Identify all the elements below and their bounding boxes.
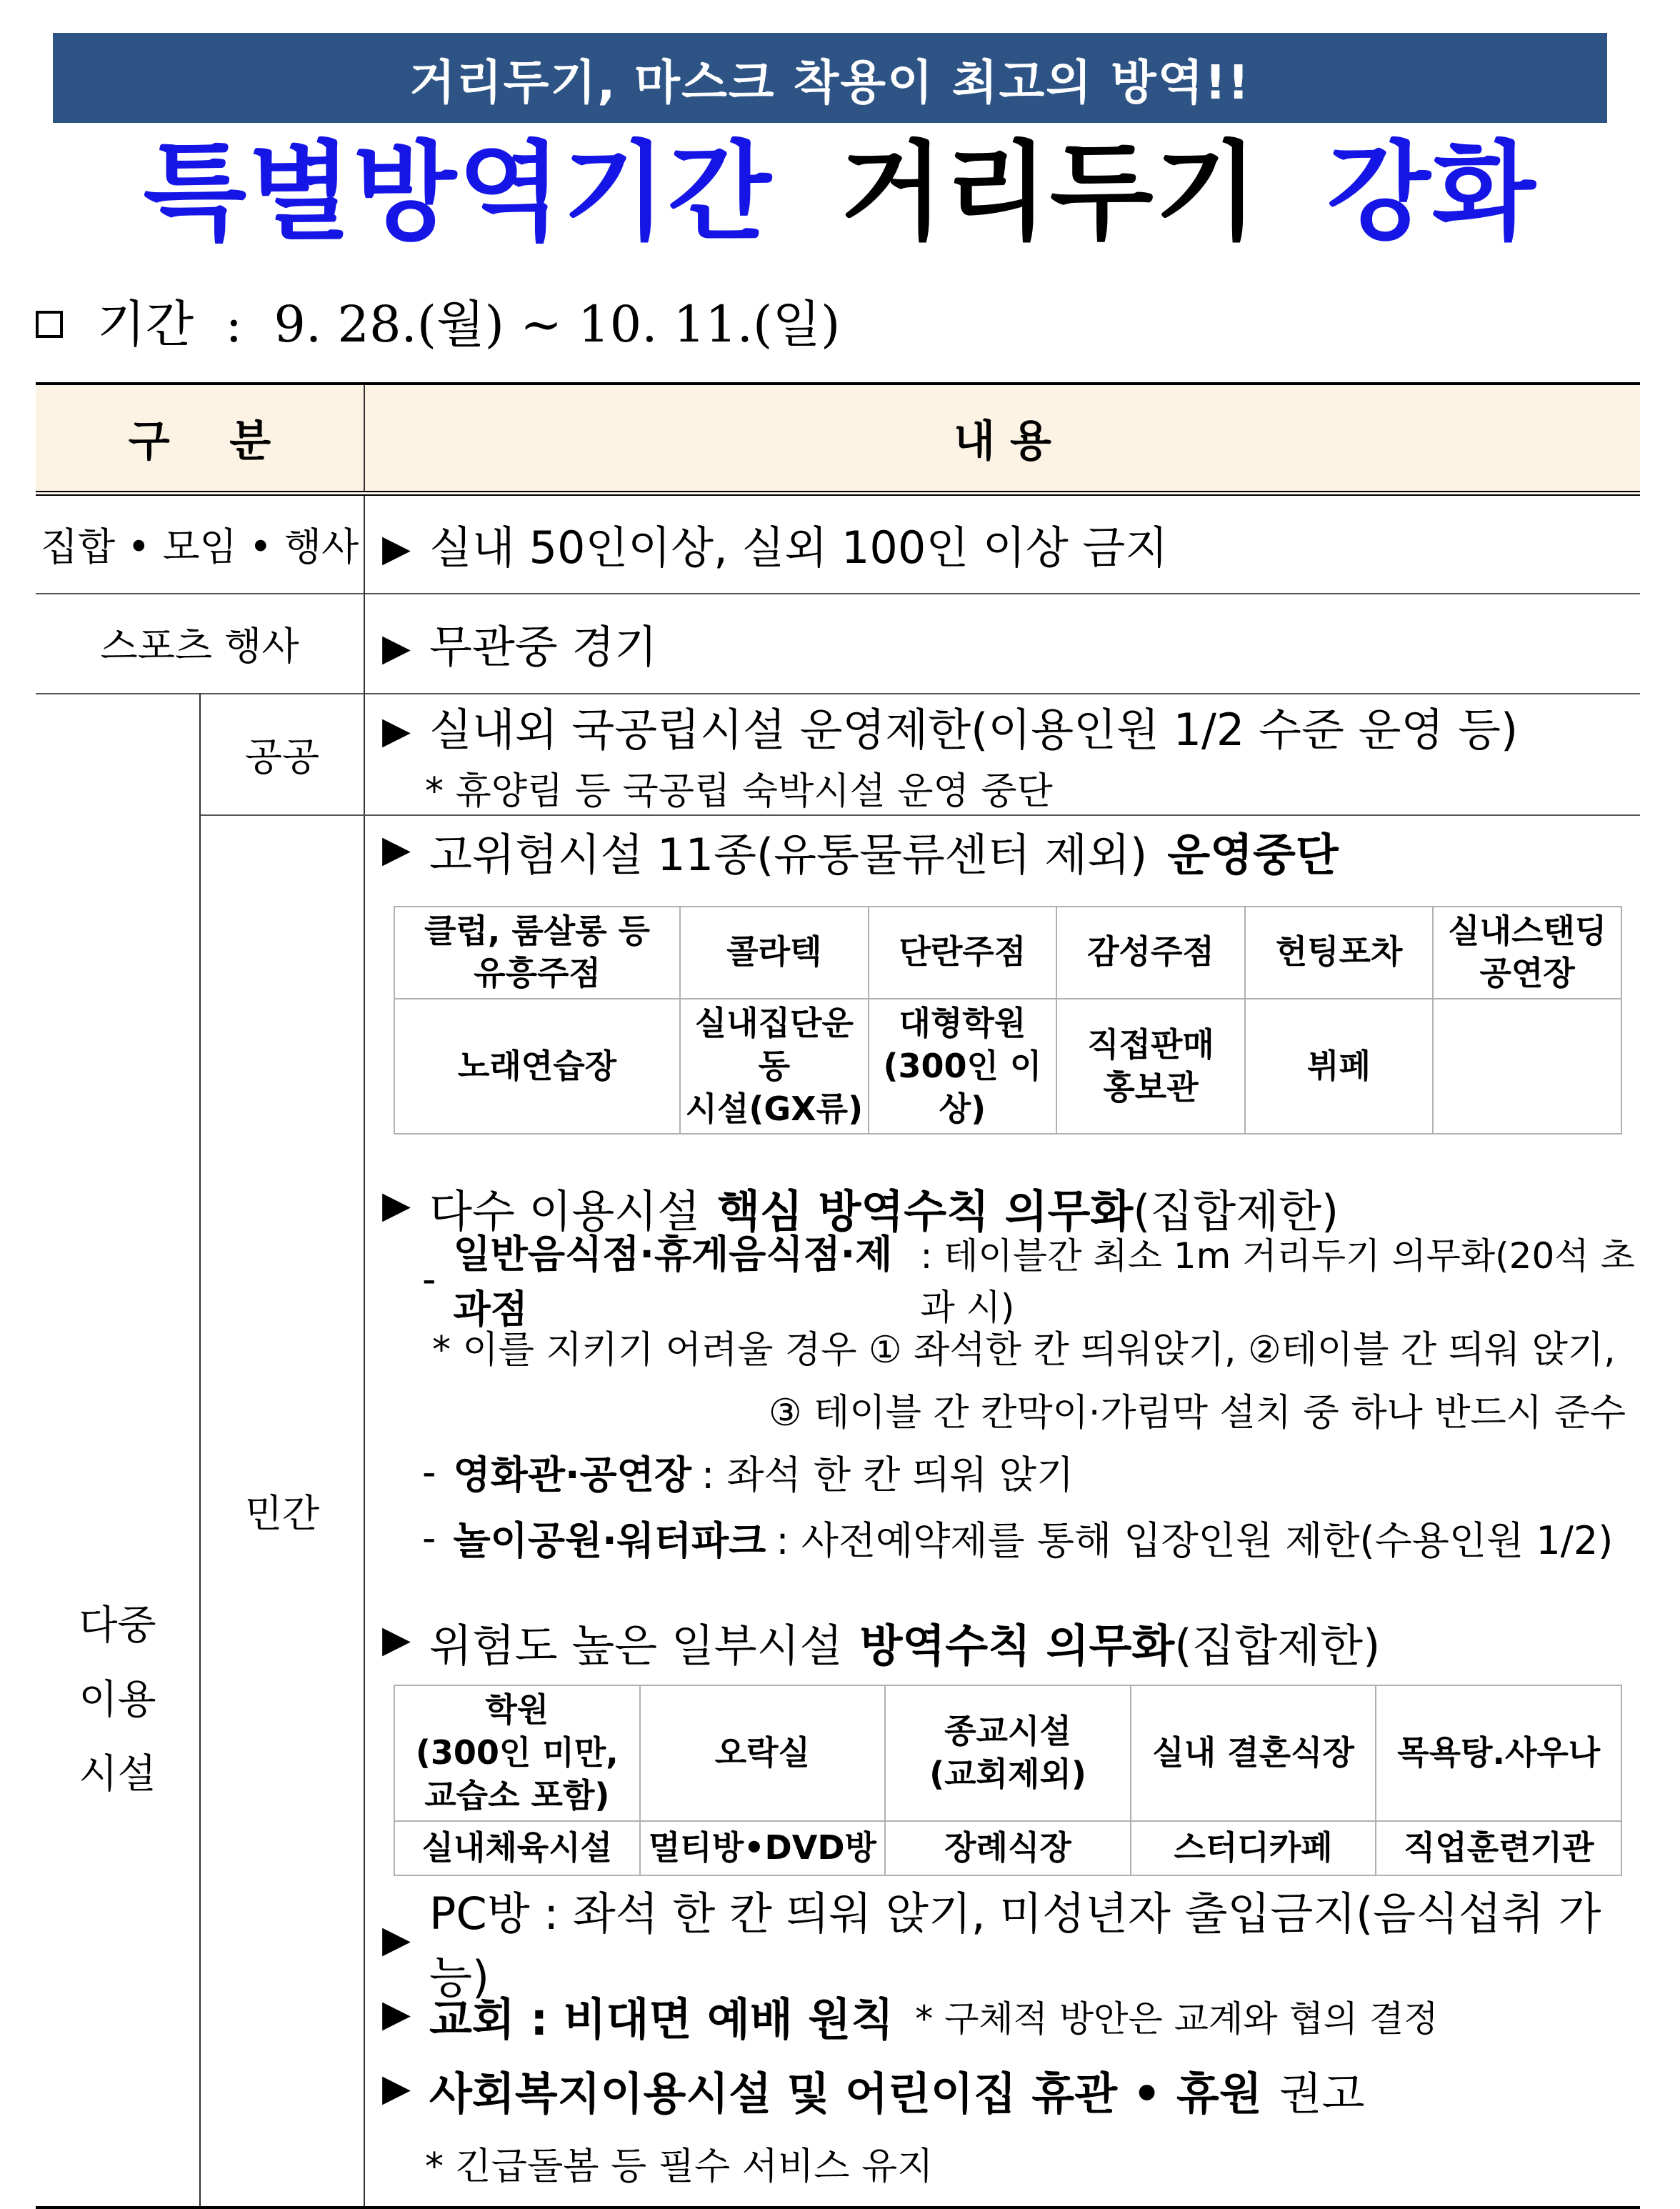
grid-cell: 콜라텍 bbox=[680, 907, 869, 999]
restaurant-note-1: * 이를 지키기 어려울 경우 ① 좌석한 칸 띄워앉기, ②테이블 간 띄워 앉기, bbox=[432, 1328, 1616, 1372]
grid-cell: 실내체육시설 bbox=[394, 1821, 640, 1875]
period-separator: : bbox=[225, 295, 243, 354]
category-private: 민간 bbox=[200, 815, 364, 2208]
partial-line bbox=[382, 1605, 1640, 1679]
cinema-line bbox=[382, 1439, 1640, 1505]
partial-grid bbox=[394, 1685, 1622, 1875]
grid-cell: 클럽, 룸살롱 등 유흥주점 bbox=[394, 907, 680, 999]
partial-post: (집합제한) bbox=[1174, 1619, 1381, 1672]
high-risk-grid-row-1 bbox=[394, 907, 1621, 999]
grid-cell bbox=[1433, 999, 1621, 1134]
cinema-desc: : 좌석 한 칸 띄워 앉기 bbox=[701, 1452, 1074, 1497]
amusement-desc: : 사전예약제를 통해 입장인원 제한(수용인원 1/2) bbox=[776, 1517, 1614, 1563]
content-sports bbox=[364, 594, 1640, 694]
header-content-text: 내 용 bbox=[954, 417, 1051, 467]
public-text: 실내외 국공립시설 운영제한(이용인원 1/2 수준 운영 등) bbox=[429, 703, 1519, 756]
grid-cell: 헌팅포차 bbox=[1245, 907, 1434, 999]
welfare-bold: 사회복지이용시설 및 어린이집 휴관 • 휴원 bbox=[429, 2068, 1262, 2120]
dash-bullet: - bbox=[422, 1256, 436, 1302]
triangle-bullet-icon: ▶ bbox=[382, 1918, 411, 1961]
headline bbox=[0, 129, 1680, 257]
grid-cell: 실내 결혼식장 bbox=[1131, 1685, 1376, 1820]
period-line bbox=[36, 284, 840, 356]
partial-grid-row-2 bbox=[394, 1821, 1621, 1875]
grid-cell: 실내스탠딩 공연장 bbox=[1433, 907, 1621, 999]
banner-text: 거리두기, 마스크 착용이 최고의 방역!! bbox=[409, 54, 1251, 110]
content-private bbox=[364, 815, 1640, 2208]
headline-part2: 거리두기 bbox=[839, 131, 1260, 255]
main-table-wrapper bbox=[36, 382, 1640, 2209]
square-bullet-icon bbox=[36, 311, 63, 338]
grid-cell: 대형학원 (300인 이상) bbox=[869, 999, 1057, 1134]
grid-cell: 목욕탕.사우나 bbox=[1376, 1685, 1621, 1820]
restaurant-note-2: ③ 테이블 간 칸막이·가림막 설치 중 하나 반드시 준수 bbox=[768, 1391, 1626, 1435]
grid-cell: 멀티방•DVD방 bbox=[640, 1821, 886, 1875]
partial-grid-row-1 bbox=[394, 1685, 1621, 1820]
restaurant-line bbox=[382, 1232, 1640, 1332]
grid-cell: 단란주점 bbox=[869, 907, 1057, 999]
grid-cell: 감성주점 bbox=[1056, 907, 1245, 999]
multi-line-2: 이용 bbox=[79, 1676, 156, 1723]
category-gathering: 집합 • 모임 • 행사 bbox=[36, 494, 364, 594]
gathering-text: 실내 50인이상, 실외 100인 이상 금지 bbox=[429, 522, 1169, 574]
triangle-bullet-icon: ▶ bbox=[382, 627, 411, 669]
amusement-name: 놀이공원·워터파크 bbox=[453, 1517, 766, 1563]
pc-text: PC방 : 좌석 한 칸 띄워 앉기, 미성년자 출입금지(음식섭취 가능) bbox=[429, 1887, 1601, 2003]
multi-line-1: 다중 bbox=[79, 1602, 156, 1649]
multi-use-bold: 핵심 방역수칙 의무화 bbox=[717, 1185, 1134, 1237]
grid-cell: 직업훈련기관 bbox=[1376, 1821, 1621, 1875]
table-row-sports bbox=[36, 594, 1640, 694]
partial-bold: 방역수칙 의무화 bbox=[859, 1619, 1175, 1672]
welfare-line bbox=[382, 2053, 1640, 2128]
grid-cell: 종교시설 (교회제외) bbox=[885, 1685, 1131, 1820]
header-category-text: 구 분 bbox=[128, 417, 271, 467]
grid-cell: 노래연습장 bbox=[394, 999, 680, 1134]
triangle-bullet-icon: ▶ bbox=[382, 827, 411, 871]
high-risk-line bbox=[382, 816, 1640, 887]
triangle-bullet-icon: ▶ bbox=[382, 527, 411, 571]
triangle-bullet-icon: ▶ bbox=[382, 1184, 411, 1227]
triangle-bullet-icon: ▶ bbox=[382, 1992, 411, 2035]
multi-use-pre: 다수 이용시설 bbox=[429, 1185, 701, 1237]
content-gathering bbox=[364, 494, 1640, 594]
table-row-public bbox=[36, 694, 1640, 815]
header-content bbox=[364, 384, 1640, 494]
grid-cell: 실내집단운동 시설(GX류) bbox=[680, 999, 869, 1134]
content-public bbox=[364, 694, 1640, 815]
partial-pre: 위험도 높은 일부시설 bbox=[429, 1619, 843, 1672]
triangle-bullet-icon: ▶ bbox=[382, 2066, 411, 2110]
triangle-bullet-icon: ▶ bbox=[382, 1618, 411, 1662]
table-row-gathering bbox=[36, 494, 1640, 594]
grid-cell: 장례식장 bbox=[885, 1821, 1131, 1875]
category-public: 공공 bbox=[200, 694, 364, 815]
period-label: 기간 bbox=[97, 295, 194, 354]
grid-cell: 직접판매 홍보관 bbox=[1056, 999, 1245, 1134]
top-banner bbox=[53, 33, 1607, 123]
restaurant-desc: : 테이블간 최소 1m 거리두기 의무화(20석 초과 시) bbox=[920, 1235, 1635, 1329]
grid-cell: 뷔페 bbox=[1245, 999, 1434, 1134]
grid-cell: 스터디카페 bbox=[1131, 1821, 1376, 1875]
dash-bullet: - bbox=[422, 1515, 436, 1560]
triangle-bullet-icon: ▶ bbox=[382, 709, 411, 752]
main-table bbox=[36, 382, 1640, 2209]
sports-text: 무관중 경기 bbox=[429, 621, 658, 673]
headline-part1: 특별방역기간 bbox=[143, 131, 773, 255]
high-risk-bold: 운영중단 bbox=[1167, 829, 1339, 881]
table-row-private bbox=[36, 815, 1640, 2208]
high-risk-text: 고위험시설 11종(유통물류센터 제외) bbox=[429, 829, 1148, 881]
high-risk-grid bbox=[394, 906, 1622, 1135]
welfare-note: * 긴급돌봄 등 필수 서비스 유지 bbox=[425, 2145, 934, 2189]
multi-line-3: 시설 bbox=[79, 1750, 156, 1797]
pc-line bbox=[382, 1887, 1640, 2003]
multi-use-post: (집합제한) bbox=[1133, 1185, 1339, 1237]
grid-cell: 오락실 bbox=[640, 1685, 886, 1820]
category-sports: 스포츠 행사 bbox=[36, 594, 364, 694]
grid-cell: 학원 (300인 미만, 교습소 포함) bbox=[394, 1685, 640, 1820]
cinema-name: 영화관·공연장 bbox=[453, 1452, 692, 1497]
welfare-post: 권고 bbox=[1279, 2068, 1365, 2120]
table-header-row bbox=[36, 384, 1640, 494]
period-value: 9. 28.(월) ~ 10. 11.(일) bbox=[274, 295, 841, 354]
public-note: * 휴양림 등 국공립 숙박시설 운영 중단 bbox=[425, 769, 1053, 813]
amusement-line bbox=[382, 1505, 1640, 1570]
category-multi-use bbox=[36, 694, 200, 2208]
high-risk-grid-row-2 bbox=[394, 999, 1621, 1134]
church-bold: 교회 : 비대면 예배 원칙 bbox=[429, 1993, 894, 2046]
church-note: * 구체적 방안은 교계와 협의 결정 bbox=[915, 1998, 1439, 2040]
restaurant-name: 일반음식점·휴게음식점·제과점 bbox=[453, 1232, 893, 1332]
headline-part3: 강화 bbox=[1326, 131, 1537, 255]
header-category bbox=[36, 384, 364, 494]
dash-bullet: - bbox=[422, 1449, 436, 1495]
